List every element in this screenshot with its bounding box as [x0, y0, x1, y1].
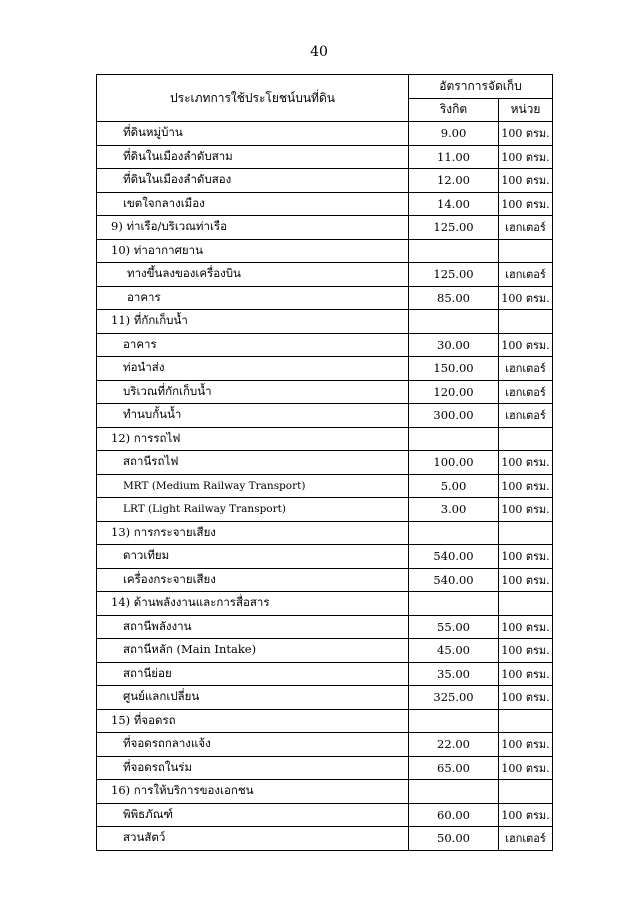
table-row	[97, 615, 553, 639]
row-rate	[409, 310, 499, 334]
row-unit: เฮกเตอร์	[499, 216, 553, 240]
row-label: ที่ดินในเมืองลำดับสอง	[97, 169, 409, 193]
row-label: อาคาร	[97, 333, 409, 357]
row-label: บริเวณที่กักเก็บน้ำ	[97, 380, 409, 404]
row-label: ที่จอดรถกลางแจ้ง	[97, 733, 409, 757]
page-number: 40	[310, 44, 328, 60]
row-label: อาคาร	[97, 286, 409, 310]
table-row	[97, 192, 553, 216]
table-row	[97, 709, 553, 733]
row-rate: 540.00	[409, 568, 499, 592]
table-row	[97, 521, 553, 545]
row-label: ที่ดินในเมืองลำดับสาม	[97, 145, 409, 169]
row-unit: 100 ตรม.	[499, 803, 553, 827]
row-rate: 9.00	[409, 122, 499, 146]
table-row	[97, 380, 553, 404]
row-rate	[409, 709, 499, 733]
row-rate: 45.00	[409, 639, 499, 663]
table-row	[97, 827, 553, 851]
row-unit: 100 ตรม.	[499, 545, 553, 569]
row-unit	[499, 709, 553, 733]
row-rate: 11.00	[409, 145, 499, 169]
row-unit: 100 ตรม.	[499, 122, 553, 146]
row-rate: 55.00	[409, 615, 499, 639]
row-unit: 100 ตรม.	[499, 639, 553, 663]
row-unit	[499, 239, 553, 263]
row-rate	[409, 780, 499, 804]
row-rate: 65.00	[409, 756, 499, 780]
row-label: พิพิธภัณฑ์	[97, 803, 409, 827]
table-row	[97, 803, 553, 827]
row-unit: 100 ตรม.	[499, 474, 553, 498]
table-row	[97, 122, 553, 146]
table-row	[97, 592, 553, 616]
row-unit	[499, 310, 553, 334]
row-label: 13) การกระจายเสียง	[97, 521, 409, 545]
table-row	[97, 545, 553, 569]
row-rate	[409, 427, 499, 451]
table-row	[97, 169, 553, 193]
row-label: ดาวเทียม	[97, 545, 409, 569]
row-unit: 100 ตรม.	[499, 169, 553, 193]
row-rate: 3.00	[409, 498, 499, 522]
table-row	[97, 639, 553, 663]
row-unit	[499, 780, 553, 804]
row-label: สถานีพลังงาน	[97, 615, 409, 639]
row-unit	[499, 521, 553, 545]
table-row	[97, 310, 553, 334]
row-label: 15) ที่จอดรถ	[97, 709, 409, 733]
row-label: สถานีรถไฟ	[97, 451, 409, 475]
row-rate: 5.00	[409, 474, 499, 498]
row-label: สถานีหลัก (Main Intake)	[97, 639, 409, 663]
table-row	[97, 404, 553, 428]
table-row	[97, 357, 553, 381]
row-label: ทำนบกั้นน้ำ	[97, 404, 409, 428]
row-rate: 30.00	[409, 333, 499, 357]
row-rate: 125.00	[409, 263, 499, 287]
row-rate: 540.00	[409, 545, 499, 569]
header-land-use-type: ประเภทการใช้ประโยชน์บนที่ดิน	[97, 75, 409, 122]
row-unit: 100 ตรม.	[499, 733, 553, 757]
row-rate	[409, 239, 499, 263]
row-unit: 100 ตรม.	[499, 568, 553, 592]
table-row	[97, 451, 553, 475]
row-rate: 150.00	[409, 357, 499, 381]
table-row	[97, 216, 553, 240]
table-row	[97, 333, 553, 357]
table-row	[97, 498, 553, 522]
row-unit: เฮกเตอร์	[499, 380, 553, 404]
row-rate: 125.00	[409, 216, 499, 240]
row-rate: 50.00	[409, 827, 499, 851]
row-label: 10) ท่าอากาศยาน	[97, 239, 409, 263]
row-rate: 100.00	[409, 451, 499, 475]
row-unit: 100 ตรม.	[499, 686, 553, 710]
table-row	[97, 568, 553, 592]
row-label: 12) การรถไฟ	[97, 427, 409, 451]
row-unit: เฮกเตอร์	[499, 357, 553, 381]
header-ringgit: ริงกิต	[409, 98, 499, 122]
row-unit: 100 ตรม.	[499, 615, 553, 639]
row-unit: 100 ตรม.	[499, 451, 553, 475]
header-unit: หน่วย	[499, 98, 553, 122]
table-row	[97, 286, 553, 310]
row-unit	[499, 592, 553, 616]
land-use-rate-table	[96, 74, 553, 851]
row-label: ทางขึ้นลงของเครื่องบิน	[97, 263, 409, 287]
row-unit: เฮกเตอร์	[499, 404, 553, 428]
row-unit: 100 ตรม.	[499, 662, 553, 686]
row-rate: 14.00	[409, 192, 499, 216]
row-rate: 60.00	[409, 803, 499, 827]
row-label: ที่จอดรถในร่ม	[97, 756, 409, 780]
row-label: เขตใจกลางเมือง	[97, 192, 409, 216]
row-rate: 35.00	[409, 662, 499, 686]
table-row	[97, 733, 553, 757]
row-unit: เฮกเตอร์	[499, 827, 553, 851]
row-unit: 100 ตรม.	[499, 498, 553, 522]
table-row	[97, 263, 553, 287]
table-row	[97, 756, 553, 780]
row-rate	[409, 521, 499, 545]
row-label: เครื่องกระจายเสียง	[97, 568, 409, 592]
row-unit: 100 ตรม.	[499, 333, 553, 357]
row-rate: 120.00	[409, 380, 499, 404]
table-row	[97, 686, 553, 710]
row-label: MRT (Medium Railway Transport)	[97, 474, 409, 498]
row-unit: 100 ตรม.	[499, 145, 553, 169]
row-label: 14) ด้านพลังงานและการสื่อสาร	[97, 592, 409, 616]
row-label: 16) การให้บริการของเอกชน	[97, 780, 409, 804]
table-row	[97, 239, 553, 263]
header-collection-rate: อัตราการจัดเก็บ	[409, 75, 553, 99]
row-label: สวนสัตว์	[97, 827, 409, 851]
row-unit: 100 ตรม.	[499, 286, 553, 310]
row-label: 9) ท่าเรือ/บริเวณท่าเรือ	[97, 216, 409, 240]
row-rate: 22.00	[409, 733, 499, 757]
row-rate: 325.00	[409, 686, 499, 710]
row-unit: เฮกเตอร์	[499, 263, 553, 287]
row-label: LRT (Light Railway Transport)	[97, 498, 409, 522]
row-label: ท่อนำส่ง	[97, 357, 409, 381]
row-label: สถานีย่อย	[97, 662, 409, 686]
row-rate	[409, 592, 499, 616]
table-row	[97, 474, 553, 498]
table-row	[97, 427, 553, 451]
row-rate: 300.00	[409, 404, 499, 428]
row-label: ศูนย์แลกเปลี่ยน	[97, 686, 409, 710]
table-row	[97, 145, 553, 169]
row-label: ที่ดินหมู่บ้าน	[97, 122, 409, 146]
row-rate: 85.00	[409, 286, 499, 310]
row-label: 11) ที่กักเก็บน้ำ	[97, 310, 409, 334]
row-rate: 12.00	[409, 169, 499, 193]
row-unit: 100 ตรม.	[499, 192, 553, 216]
row-unit	[499, 427, 553, 451]
table-row	[97, 662, 553, 686]
table-row	[97, 780, 553, 804]
row-unit: 100 ตรม.	[499, 756, 553, 780]
